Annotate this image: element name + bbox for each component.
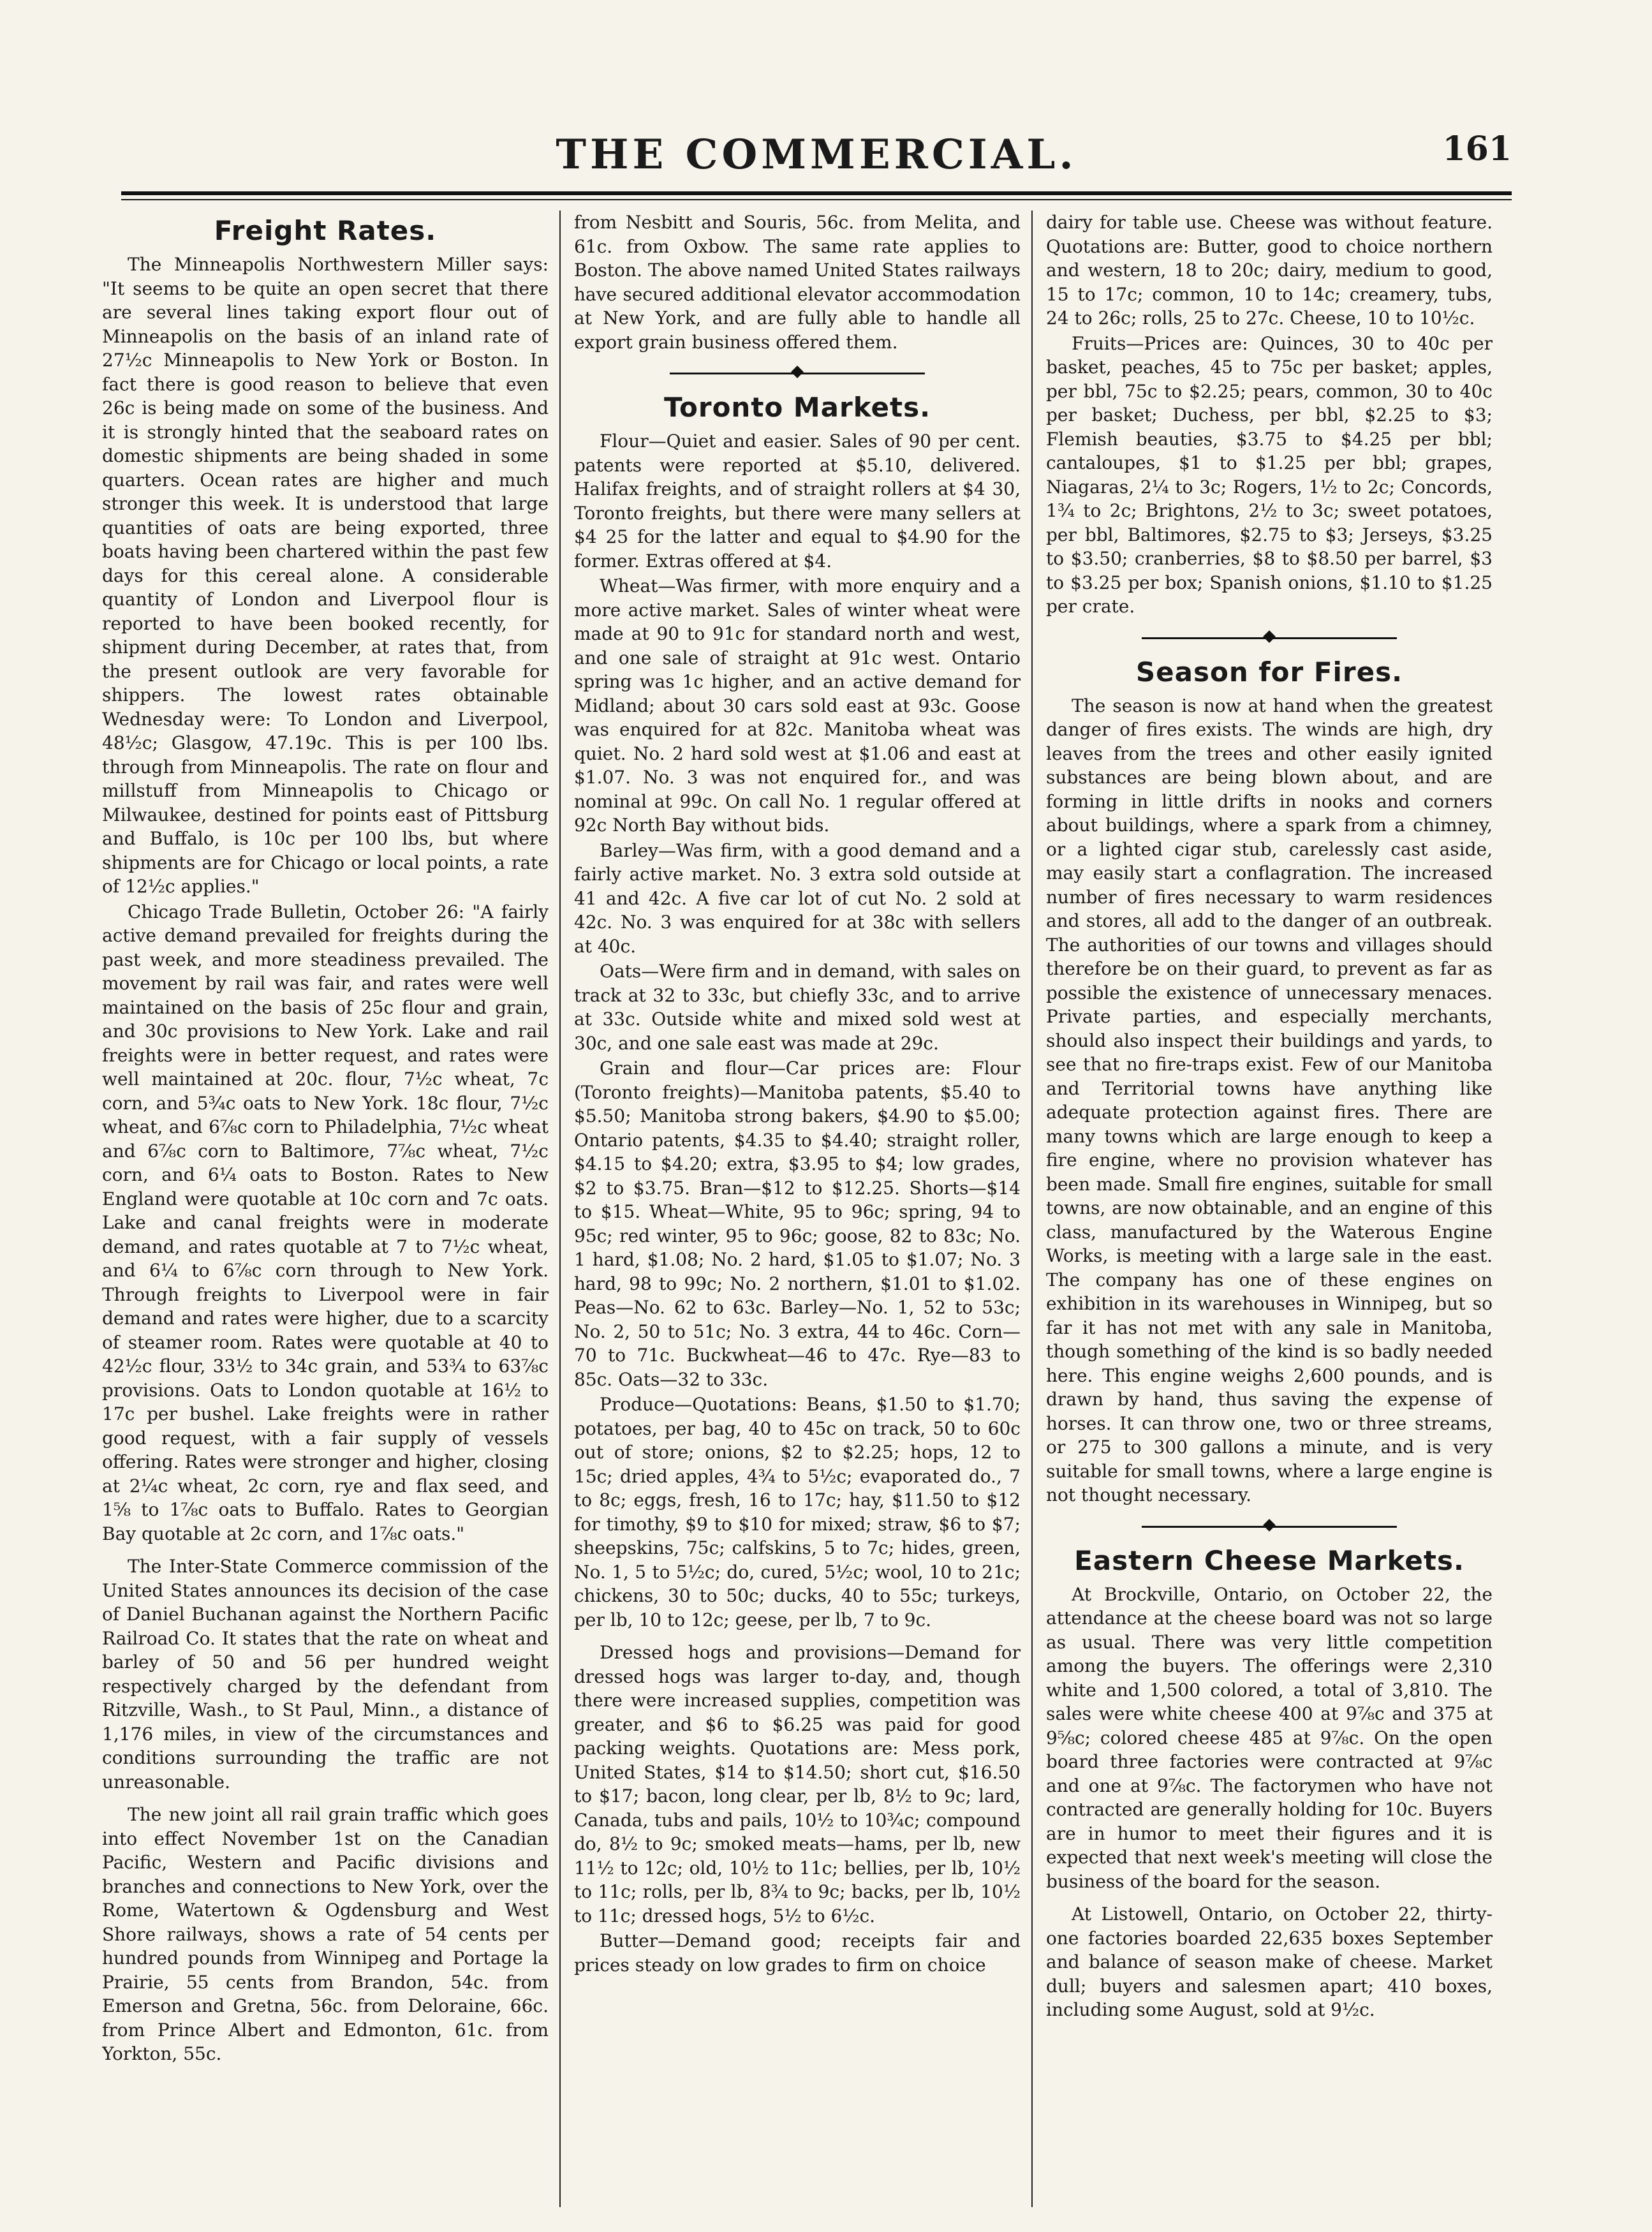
article-heading-season-for-fires: Season for Fires. bbox=[1135, 656, 1403, 688]
column-3 bbox=[1046, 211, 1493, 2207]
article-paragraph: Oats—Were firm and in demand, with sales on track at 32 to 33c, but chiefly 33c, and to arrive at 33c. Outside white and mixed sold west at 30c, and one sale east was made at 29c. bbox=[574, 961, 1021, 1054]
article-paragraph: At Listowell, Ontario, on October 22, thirty-one factories boarded 22,635 boxes September and balance of season make of cheese. Market dull; buyers and salesmen apart; 410 boxes, including some August, sold at 9½c. bbox=[1046, 1903, 1493, 2020]
article-paragraph: The season is now at hand when the greatest danger of fires exists. The winds are high, dry leaves from the trees and other easily ignited substances are being blown about, and are forming in little drifts in nooks and corners about buildings, where a spark from a chimney, or a lighted cigar stub, carelessly cast aside, may easily start a conflagration. The increased number of fires necessary to warm residences and stores, all add to the danger of an outbreak. The authorities of our towns and villages should therefore be on their guard, to prevent as far as possible the existence of unnecessary menaces. Private parties, and especially merchants, should also inspect their buildings and yards, to see that no fire-traps exist. Few of our Manitoba and Territorial towns have anything like adequate protection against fires. There are many towns which are large enough to keep a fire engine, where no provision whatever has been made. Small fire engines, suitable for small towns, are now obtainable, and an engine of this class, manufactured by the Waterous Engine Works, is meeting with a large sale in the east. The company has one of these engines on exhibition in its warehouses in Winnipeg, but so far it has not met with any sale in Manitoba, though something of the kind is so badly needed here. This engine weighs 2,600 pounds, and is drawn by hand, thus saving the expense of horses. It can throw one, two or three streams, or 275 to 300 gallons a minute, and is very suitable for small towns, where a large engine is not thought necessary. bbox=[1046, 695, 1493, 1505]
article-paragraph: Chicago Trade Bulletin, October 26: "A fairly active demand prevailed for freights during the past week, and more steadiness prevailed. The movement by rail was fair, and rates were well maintained on the basis of 25c flour and grain, and 30c provisions to New York. Lake and rail freights were in better request, and rates were well maintained at 20c. flour, 7½c wheat, 7c corn, and 5¾c oats to New York. 18c flour, 7½c wheat, and 6⅞c corn to Philadelphia, 7½c wheat and 6⅞c corn to Baltimore, 7⅞c wheat, 7½c corn, and 6¼ oats to Boston. Rates to New England were quotable at 10c corn and 7c oats. Lake and canal freights were in moderate demand, and rates quotable at 7 to 7½c wheat, and 6¼ to 6⅞c corn through to New York. Through freights to Liverpool were in fair demand and rates were higher, due to a scarcity of steamer room. Rates were quotable at 40 to 42½c flour, 33½ to 34c grain, and 53¾ to 63⅞c provisions. Oats to London quotable at 16½ to 17c per bushel. Lake freights were in rather good request, with a fair supply of vessels offering. Rates were stronger and higher, closing at 2¼c wheat, 2c corn, rye and flax seed, and 1⅝ to 1⅞c oats to Buffalo. Rates to Georgian Bay quotable at 2c corn, and 1⅞c oats." bbox=[102, 901, 549, 1544]
article-heading-toronto-markets: Toronto Markets. bbox=[663, 392, 931, 423]
article-paragraph: Barley—Was firm, with a good demand and a fairly active market. No. 3 extra sold outside at 41 and 42c. A five car lot of cut No. 2 sold at 42c. No. 3 was enquired for at 38c with sellers at 40c. bbox=[574, 839, 1021, 957]
column-divider bbox=[559, 211, 561, 2207]
article-paragraph: Produce—Quotations: Beans, $1.50 to $1.70; potatoes, per bag, 40 to 45c on track, 50 to 60c out of store; onions, $2 to $2.25; hops, 12 to 15c; dried apples, 4¾ to 5½c; evaporated do., 7 to 8c; eggs, fresh, 16 to 17c; hay, $11.50 to $12 for timothy, $9 to $10 for mixed; straw, $6 to $7; sheepskins, 75c; calfskins, 5 to 7c; hides, green, No. 1, 5 to 5½c; do, cured, 5½c; wool, 10 to 21c; chickens, 30 to 50c; ducks, 40 to 55c; turkeys, per lb, 10 to 12c; geese, per lb, 7 to 9c. bbox=[574, 1394, 1021, 1630]
section-ornament bbox=[1046, 625, 1493, 651]
article-heading-freight-rates: Freight Rates. bbox=[214, 215, 437, 246]
article-paragraph: Fruits—Prices are: Quinces, 30 to 40c per basket, peaches, 45 to 75c per basket; apples, per bbl, 75c to $2.25; pears, common, 30 to 40c per basket; Duchess, per bbl, $2.25 to $3; Flemish beauties, $3.75 to $4.25 per bbl; cantaloupes, $1 to $1.25 per bbl; grapes, Niagaras, 2¼ to 3c; Rogers, 1½ to 2c; Concords, 1¾ to 2c; Brightons, 2½ to 3c; sweet potatoes, per bbl, Baltimores, $2.75 to $3; Jerseys, $3.25 to $3.50; cranberries, $8 to $8.50 per barrel, $3 to $3.25 per box; Spanish onions, $1.10 to $1.25 per crate. bbox=[1046, 332, 1493, 617]
article-paragraph: The new joint all rail grain traffic which goes into effect November 1st on the Canadian Pacific, Western and Pacific divisions and branches and connections to New York, over the Rome, Watertown & Ogdensburg and West Shore railways, shows a rate of 54 cents per hundred pounds from Winnipeg and Portage la Prairie, 55 cents from Brandon, 54c. from Emerson and Gretna, 56c. from Deloraine, 66c. from Prince Albert and Edmonton, 61c. from Yorkton, 55c. bbox=[102, 1804, 549, 2064]
article-heading-eastern-cheese-markets: Eastern Cheese Markets. bbox=[1074, 1544, 1464, 1576]
masthead bbox=[121, 118, 1512, 201]
header-rule bbox=[121, 191, 1512, 195]
article-paragraph: The Inter-State Commerce commission of the United States announces its decision of the case of Daniel Buchanan against the Northern Pacific Railroad Co. It states that the rate on wheat and barley of 50 and 56 per hundred weight respectively charged by the defendant from Ritzville, Wash., to St Paul, Minn., a distance of 1,176 miles, in view of the circumstances and conditions surrounding the traffic are not unreasonable. bbox=[102, 1556, 549, 1792]
article-paragraph: At Brockville, Ontario, on October 22, the attendance at the cheese board was not so large as usual. There was very little competition among the buyers. The offerings were 2,310 white and 1,500 colored, a total of 3,810. The sales were white cheese 400 at 9⅞c and 375 at 9⅝c; colored cheese 485 at 9⅞c. On the open board three factories were contracted at 9⅞c and one at 9⅞c. The factorymen who have not contracted are generally holding for 10c. Buyers are in humor to meet their figures and it is expected that next week's meeting will close the business of the board for the season. bbox=[1046, 1583, 1493, 1892]
masthead-title: THE COMMERCIAL. bbox=[556, 131, 1077, 179]
section-ornament bbox=[1046, 1514, 1493, 1539]
article-paragraph: from Nesbitt and Souris, 56c. from Melita, and 61c. from Oxbow. The same rate applies to Boston. The above named United States railways have secured additional elevator accommodation at New York, and are fully able to handle all export grain business offered them. bbox=[574, 212, 1021, 353]
article-paragraph: dairy for table use. Cheese was without feature. Quotations are: Butter, good to choice northern and western, 18 to 20c; dairy, medium to good, 15 to 17c; common, 10 to 14c; creamery, tubs, 24 to 26c; rolls, 25 to 27c. Cheese, 10 to 10½c. bbox=[1046, 212, 1493, 329]
article-paragraph: Wheat—Was firmer, with more enquiry and a more active market. Sales of winter wheat were made at 90 to 91c for standard north and west, and one sale of straight at 91c west. Ontario spring was 1c higher, and an active demand for Midland; about 30 cars sold east at 93c. Goose was enquired for at 82c. Manitoba wheat was quiet. No. 2 hard sold west at $1.06 and east at $1.07. No. 3 was not enquired for., and was nominal at 99c. On call No. 1 regular offered at 92c North Bay without bids. bbox=[574, 575, 1021, 836]
header-rule-thin bbox=[121, 199, 1512, 200]
page-number: 161 bbox=[1442, 129, 1512, 168]
column-divider bbox=[1031, 211, 1033, 2207]
article-paragraph: Butter—Demand good; receipts fair and prices steady on low grades to firm on choice bbox=[574, 1930, 1021, 1976]
column-1 bbox=[102, 211, 549, 2207]
column-2 bbox=[574, 211, 1021, 2207]
article-paragraph: The Minneapolis Northwestern Miller says: "It seems to be quite an open secret that there are several lines taking export flour out of Minneapolis on the basis of an inland rate of 27½c Minneapolis to New York or Boston. In fact there is good reason to believe that even 26c is being made on some of the business. And it is strongly hinted that the seaboard rates on domestic shipments are being shaded in some quarters. Ocean rates are higher and much stronger this week. It is understood that large quantities of oats are being exported, three boats having been chartered within the past few days for this cereal alone. A considerable quantity of London and Liverpool flour is reported to have been booked recently, for shipment during December, at rates that, from the present outlook are very favorable for shippers. The lowest rates obtainable Wednesday were: To London and Liverpool, 48½c; Glasgow, 47.19c. This is per 100 lbs. through from Minneapolis. The rate on flour and millstuff from Minneapolis to Chicago or Milwaukee, destined for points east of Pittsburg and Buffalo, is 10c per 100 lbs, but where shipments are for Chicago or local points, a rate of 12½c applies." bbox=[102, 254, 549, 897]
article-paragraph: Dressed hogs and provisions—Demand for dressed hogs was larger to-day, and, though there were increased supplies, competition was greater, and $6 to $6.25 was paid for good packing weights. Quotations are: Mess pork, United States, $14 to $14.50; short cut, $16.50 to $17; bacon, long clear, per lb, 8½ to 9c; lard, Canada, tubs and pails, 10½ to 10¾c; compound do, 8½ to 9c; smoked meats—hams, per lb, new 11½ to 12c; old, 10½ to 11c; bellies, per lb, 10½ to 11c; rolls, per lb, 8¾ to 9c; backs, per lb, 10½ to 11c; dressed hogs, 5½ to 6½c. bbox=[574, 1642, 1021, 1926]
section-ornament bbox=[574, 360, 1021, 386]
article-paragraph: Flour—Quiet and easier. Sales of 90 per cent. patents were reported at $5.10, delivered. Halifax freights, and of straight rollers at $4 30, Toronto freights, but there were many sellers at $4 25 for the latter and equal to $4.90 for the former. Extras offered at $4. bbox=[574, 431, 1021, 572]
article-paragraph: Grain and flour—Car prices are: Flour (Toronto freights)—Manitoba patents, $5.40 to $5.50; Manitoba strong bakers, $4.90 to $5.00; Ontario patents, $4.35 to $4.40; straight roller, $4.15 to $4.20; extra, $3.95 to $4; low grades, $2 to $3.75. Bran—$12 to $12.25. Shorts—$14 to $15. Wheat—White, 95 to 96c; spring, 94 to 95c; red winter, 95 to 96c; goose, 82 to 83c; No. 1 hard, $1.08; No. 2 hard, $1.05 to $1.07; No. 3 hard, 98 to 99c; No. 2 northern, $1.01 to $1.02. Peas—No. 62 to 63c. Barley—No. 1, 52 to 53c; No. 2, 50 to 51c; No. 3 extra, 44 to 46c. Corn—70 to 71c. Buckwheat—46 to 47c. Rye—83 to 85c. Oats—32 to 33c. bbox=[574, 1058, 1021, 1390]
